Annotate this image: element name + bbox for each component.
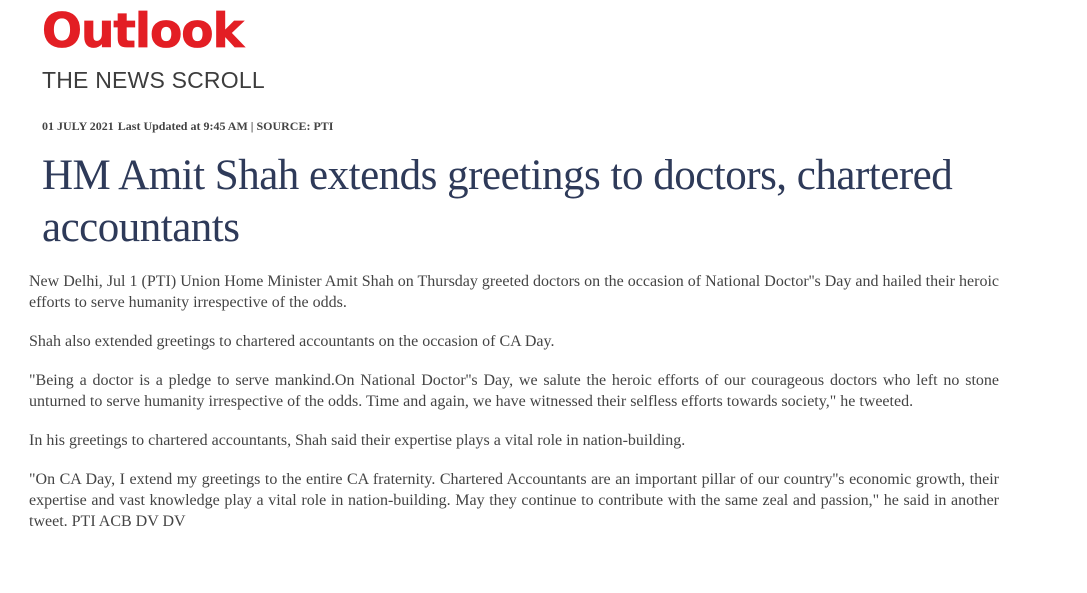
article-meta [42,119,333,133]
article-paragraph: "On CA Day, I extend my greetings to the entire CA fraternity. Chartered Accountants are an important pillar of our country''s economic growth, their expertise and vast knowledge play a vital role in nation-building. May they continue to contribute with the same zeal and passion," he said in another tweet. PTI ACB DV DV [29,471,999,530]
article-paragraph: Shah also extended greetings to chartered accountants on the occasion of CA Day. [29,333,555,350]
outlook-logo[interactable]: Outlook [42,4,243,59]
article-body [29,271,999,550]
article-date: 01 JULY 2021 [42,119,114,133]
article-headline: HM Amit Shah extends greetings to doctors, chartered accountants [42,152,953,251]
article-paragraph: New Delhi, Jul 1 (PTI) Union Home Minister Amit Shah on Thursday greeted doctors on the occasion of National Doctor''s Day and hailed their heroic efforts to serve humanity irrespective of the odds. [29,273,999,311]
article-updated: Last Updated at 9:45 AM | SOURCE: PTI [117,119,334,133]
section-title[interactable]: THE NEWS SCROLL [42,67,265,93]
article-paragraph: "Being a doctor is a pledge to serve mankind.On National Doctor''s Day, we salute the heroic efforts of our courageous doctors who left no stone unturned to serve humanity irrespective of the odds. Time and again, we have witnessed their selfless efforts towards society," he tweeted. [29,372,999,410]
article-paragraph: In his greetings to chartered accountants, Shah said their expertise plays a vital role in nation-building. [29,432,686,449]
